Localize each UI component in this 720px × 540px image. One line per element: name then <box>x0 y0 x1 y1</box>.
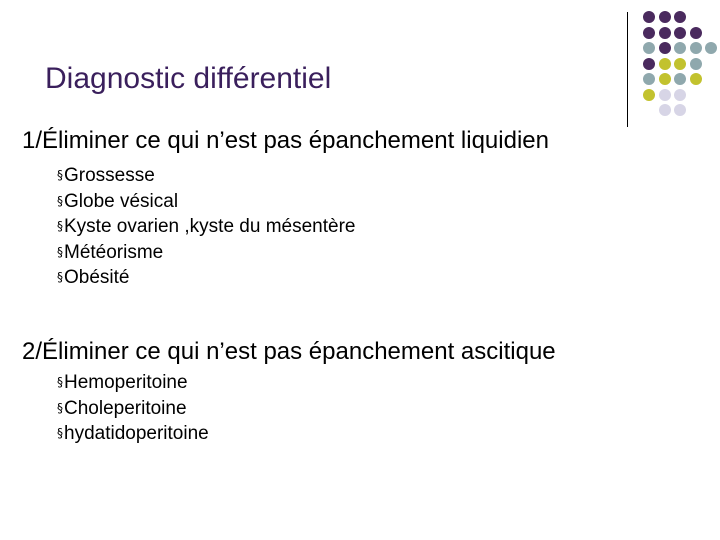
list-item: §Grossesse <box>57 165 155 186</box>
bullet-icon: § <box>57 193 63 208</box>
dot-teal <box>643 42 655 54</box>
dot-teal <box>674 42 686 54</box>
list-item: §hydatidoperitoine <box>57 423 209 444</box>
bullet-icon: § <box>57 219 63 233</box>
slide-title: Diagnostic différentiel <box>45 62 332 95</box>
dot-purple <box>643 11 655 23</box>
bullet-list-2 <box>57 370 209 447</box>
dot-olive <box>674 58 686 70</box>
bullet-list-1 <box>57 163 355 291</box>
list-item: §Globe vésical <box>57 190 179 212</box>
decorative-vertical-line <box>627 12 628 127</box>
bullet-icon: § <box>57 168 63 182</box>
section-heading-2: 2/Éliminer ce qui n’est pas épanchement ascitique <box>22 338 556 365</box>
section-heading-1: 1/Éliminer ce qui n’est pas épanchement liquidien <box>22 127 549 154</box>
dot-purple <box>674 27 686 39</box>
dot-teal <box>705 42 717 54</box>
bullet-icon: § <box>57 375 63 389</box>
dot-purple <box>643 58 655 70</box>
dot-purple <box>690 27 702 39</box>
dot-teal <box>643 73 655 85</box>
dot-lavender <box>674 104 686 116</box>
list-item: §Obésité <box>57 267 130 288</box>
dot-lavender <box>659 89 671 101</box>
dot-lavender <box>674 89 686 101</box>
dot-olive <box>659 58 671 70</box>
dot-purple <box>643 27 655 39</box>
dot-purple <box>659 42 671 54</box>
dot-teal <box>674 73 686 85</box>
dot-teal <box>690 42 702 54</box>
bullet-icon: § <box>57 400 63 415</box>
bullet-icon: § <box>57 426 63 440</box>
dot-olive <box>659 73 671 85</box>
dot-purple <box>659 11 671 23</box>
bullet-icon: § <box>57 270 63 284</box>
dot-purple <box>674 11 686 23</box>
list-item: §Kyste ovarien ,kyste du mésentère <box>57 216 356 237</box>
dot-lavender <box>659 104 671 116</box>
dot-purple <box>659 27 671 39</box>
list-item: §Hemoperitoine <box>57 372 188 393</box>
dot-olive <box>690 73 702 85</box>
dot-teal <box>690 58 702 70</box>
bullet-icon: § <box>57 244 63 259</box>
dot-olive <box>643 89 655 101</box>
list-item: §Météorisme <box>57 241 164 263</box>
list-item: §Choleperitoine <box>57 397 187 419</box>
